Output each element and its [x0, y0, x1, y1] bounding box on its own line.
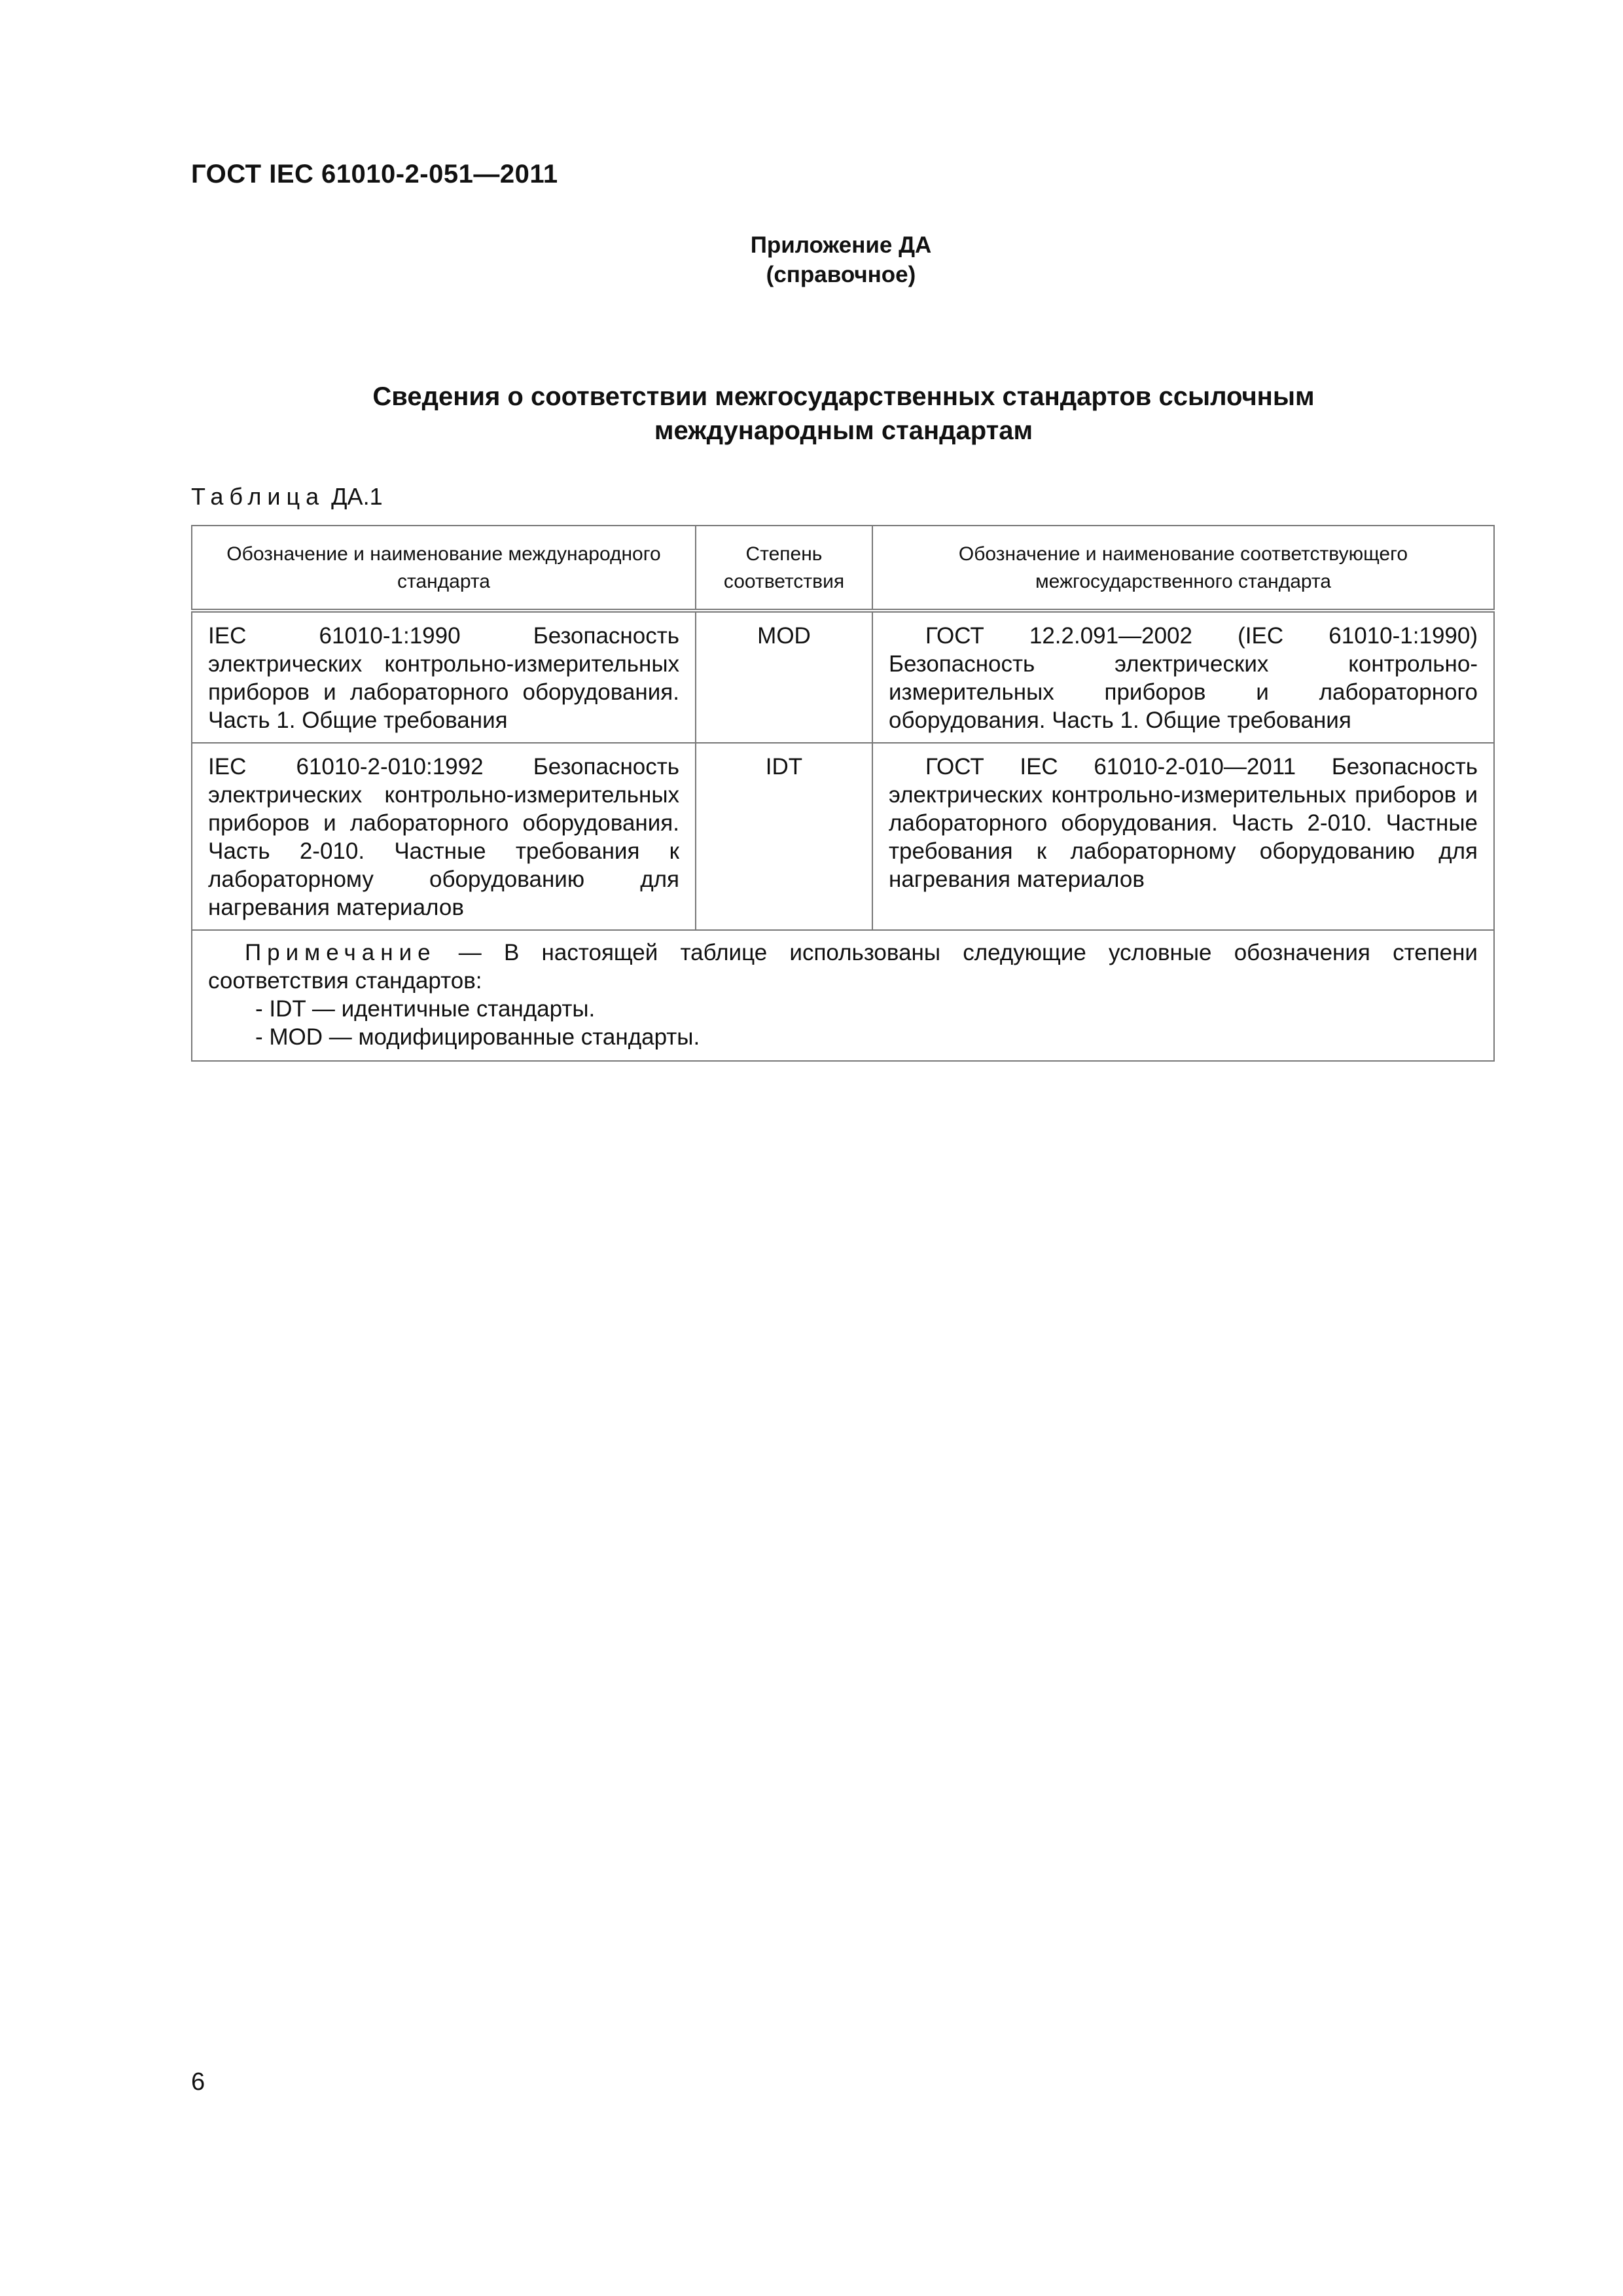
- header-degree-of-correspondence: Степень соответствия: [696, 526, 872, 611]
- header-interstate-standard: Обозначение и наименование соответствующего межгосударственного стандарта: [872, 526, 1494, 611]
- title-line-1: Сведения о соответствии межгосударственных стандартов ссылочным: [372, 382, 1315, 411]
- interstate-standard-cell: ГОСТ 12.2.091—2002 (IEC 61010-1:1990) Безопасность электрических контрольно-измерительных приборов и лабораторного оборудования. Часть 1. Общие требования: [872, 611, 1494, 743]
- table-caption: [191, 483, 383, 511]
- note-text: — В настоящей таблице использованы следующие условные обозначения степени соответствия стандартов:: [208, 940, 1478, 994]
- appendix-heading: [654, 230, 1027, 289]
- page-number: 6: [191, 2068, 205, 2096]
- degree-cell: IDT: [696, 743, 872, 930]
- degree-cell: MOD: [696, 611, 872, 743]
- header-international-standard: Обозначение и наименование международного стандарта: [192, 526, 696, 611]
- appendix-label: Приложение ДА: [750, 232, 932, 258]
- table-note-row: [192, 930, 1494, 1061]
- international-standard-cell: IEC 61010-1:1990 Безопасность электрических контрольно-измерительных приборов и лабораторного оборудования. Часть 1. Общие требования: [192, 611, 696, 743]
- table-row: [192, 611, 1494, 743]
- table-header-row: [192, 526, 1494, 611]
- title-line-2: международным стандартам: [654, 416, 1033, 445]
- note-label: Примечание: [245, 940, 437, 965]
- appendix-type: (справочное): [766, 262, 916, 287]
- correspondence-table: [191, 525, 1495, 1062]
- table-caption-label: Таблица: [191, 483, 325, 510]
- table-note: [192, 930, 1494, 1061]
- international-standard-cell: IEC 61010-2-010:1992 Безопасность электрических контрольно-измерительных приборов и лабораторного оборудования. Часть 2-010. Частные требования к лабораторному оборудованию для нагревания материалов: [192, 743, 696, 930]
- note-intro: [208, 939, 1478, 995]
- note-item-idt: - IDT — идентичные стандарты.: [255, 996, 596, 1022]
- table-caption-number: ДА.1: [331, 483, 383, 510]
- interstate-standard-cell: ГОСТ IEC 61010-2-010—2011 Безопасность электрических контрольно-измерительных приборов и лабораторного оборудования. Часть 2-010. Частные требования к лабораторному оборудованию для нагревания материалов: [872, 743, 1494, 930]
- note-item-mod: - MOD — модифицированные стандарты.: [255, 1024, 700, 1050]
- page-title: [191, 380, 1496, 448]
- table-row: [192, 743, 1494, 930]
- document-code: ГОСТ IEC 61010-2-051—2011: [191, 160, 558, 188]
